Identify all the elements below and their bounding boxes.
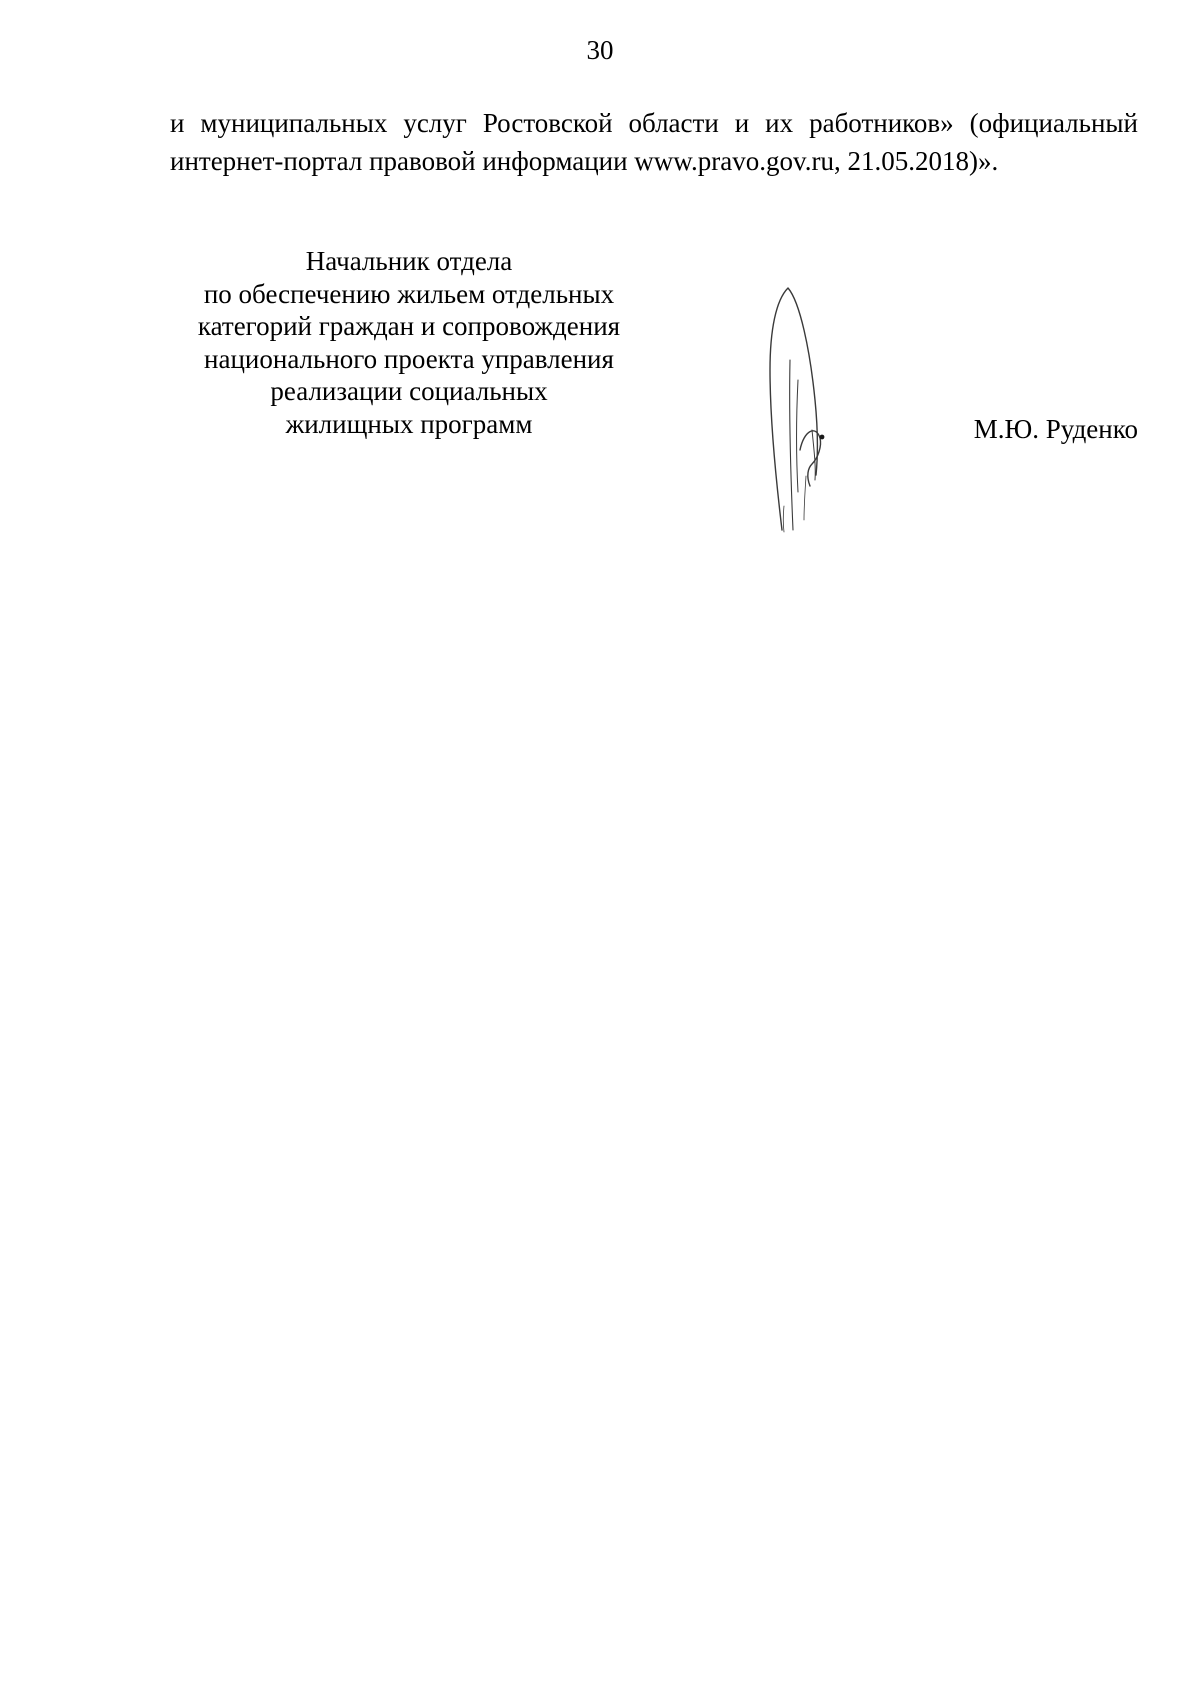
position-line: категорий граждан и сопровождения [197,311,621,341]
signer-position [170,245,648,440]
position-line: национального проекта управления [204,343,614,374]
handwritten-signature [760,280,860,540]
position-line: Начальник отдела [305,246,513,276]
closing-paragraph [170,104,1138,180]
paragraph-line: интернет-портал правовой информации www.pravo.gov.ru, 21.05.2018)». [170,146,999,176]
position-line: жилищных программ [285,408,533,439]
page-number: 30 [586,35,614,65]
signer-name: М.Ю. Руденко [973,414,1138,444]
position-line: реализации социальных [270,376,548,406]
paragraph-line: и муниципальных услуг Ростовской области и их работников» (официальный [170,108,1138,138]
position-line: по обеспечению жильем отдельных [203,278,615,309]
